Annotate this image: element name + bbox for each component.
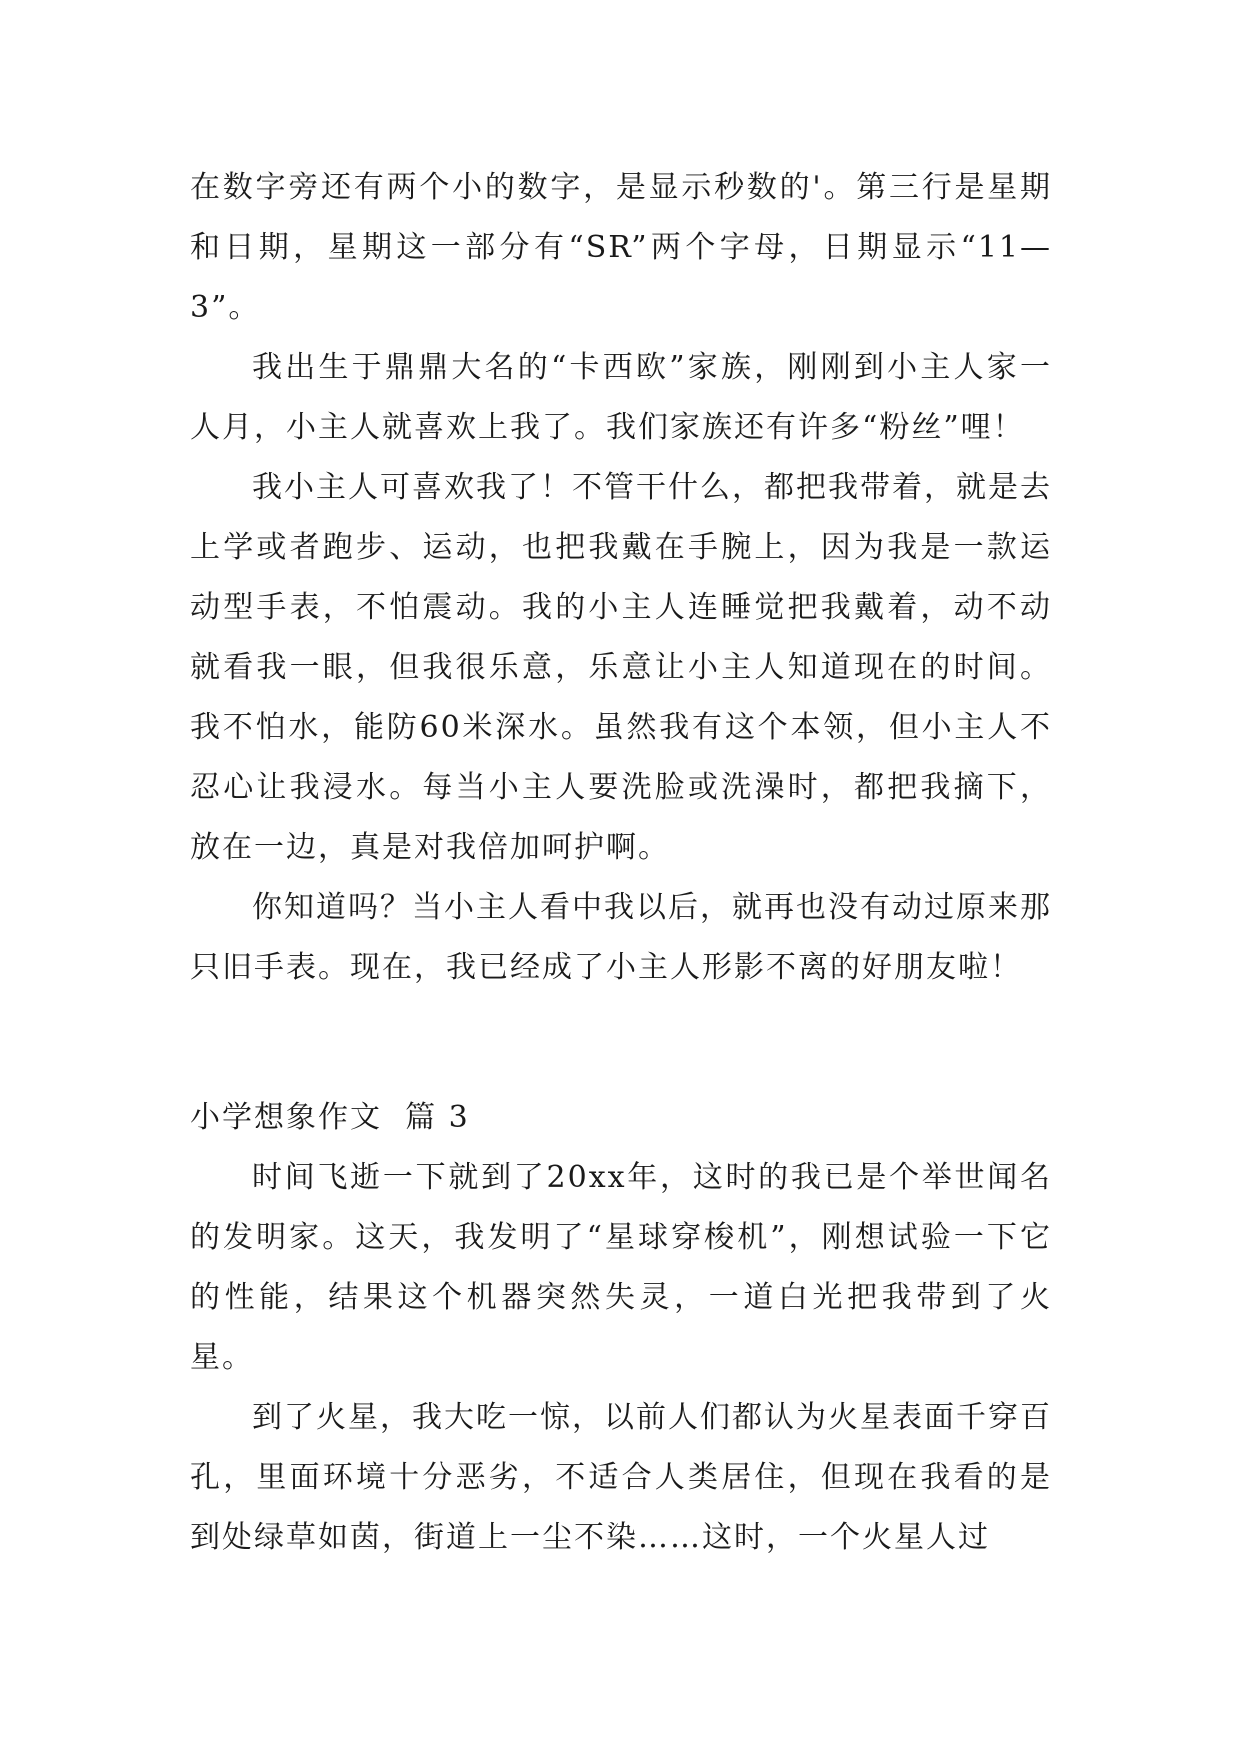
paragraph: 到了火星，我大吃一惊，以前人们都认为火星表面千穿百孔，里面环境十分恶劣，不适合人类居住，但现在我看的是到处绿草如茵，街道上一尘不染……这时，一个火星人过 <box>190 1400 1052 1555</box>
essay-continuation <box>190 158 1052 998</box>
paragraph: 我出生于鼎鼎大名的“卡西欧”家族，刚刚到小主人家一人月，小主人就喜欢上我了。我们家族还有许多“粉丝”哩！ <box>190 350 1052 445</box>
paragraph: 在数字旁还有两个小的数字，是显示秒数的'。第三行是星期和日期，星期这一部分有“SR”两个字母，日期显示“11—3”。 <box>190 170 1052 325</box>
paragraph: 时间飞逝一下就到了20xx年，这时的我已是个举世闻名的发明家。这天，我发明了“星球穿梭机”，刚想试验一下它的性能，结果这个机器突然失灵，一道白光把我带到了火星。 <box>190 1160 1052 1375</box>
section-heading: 小学想象作文 篇 3 <box>190 1100 470 1135</box>
paragraph: 你知道吗？当小主人看中我以后，就再也没有动过原来那只旧手表。现在，我已经成了小主人形影不离的好朋友啦！ <box>190 890 1052 985</box>
essay-section-3 <box>190 1088 1052 1568</box>
paragraph: 我小主人可喜欢我了！不管干什么，都把我带着，就是去上学或者跑步、运动，也把我戴在手腕上，因为我是一款运动型手表，不怕震动。我的小主人连睡觉把我戴着，动不动就看我一眼，但我很乐意，乐意让小主人知道现在的时间。我不怕水，能防60米深水。虽然我有这个本领，但小主人不忍心让我浸水。每当小主人要洗脸或洗澡时，都把我摘下，放在一边，真是对我倍加呵护啊。 <box>190 470 1052 865</box>
